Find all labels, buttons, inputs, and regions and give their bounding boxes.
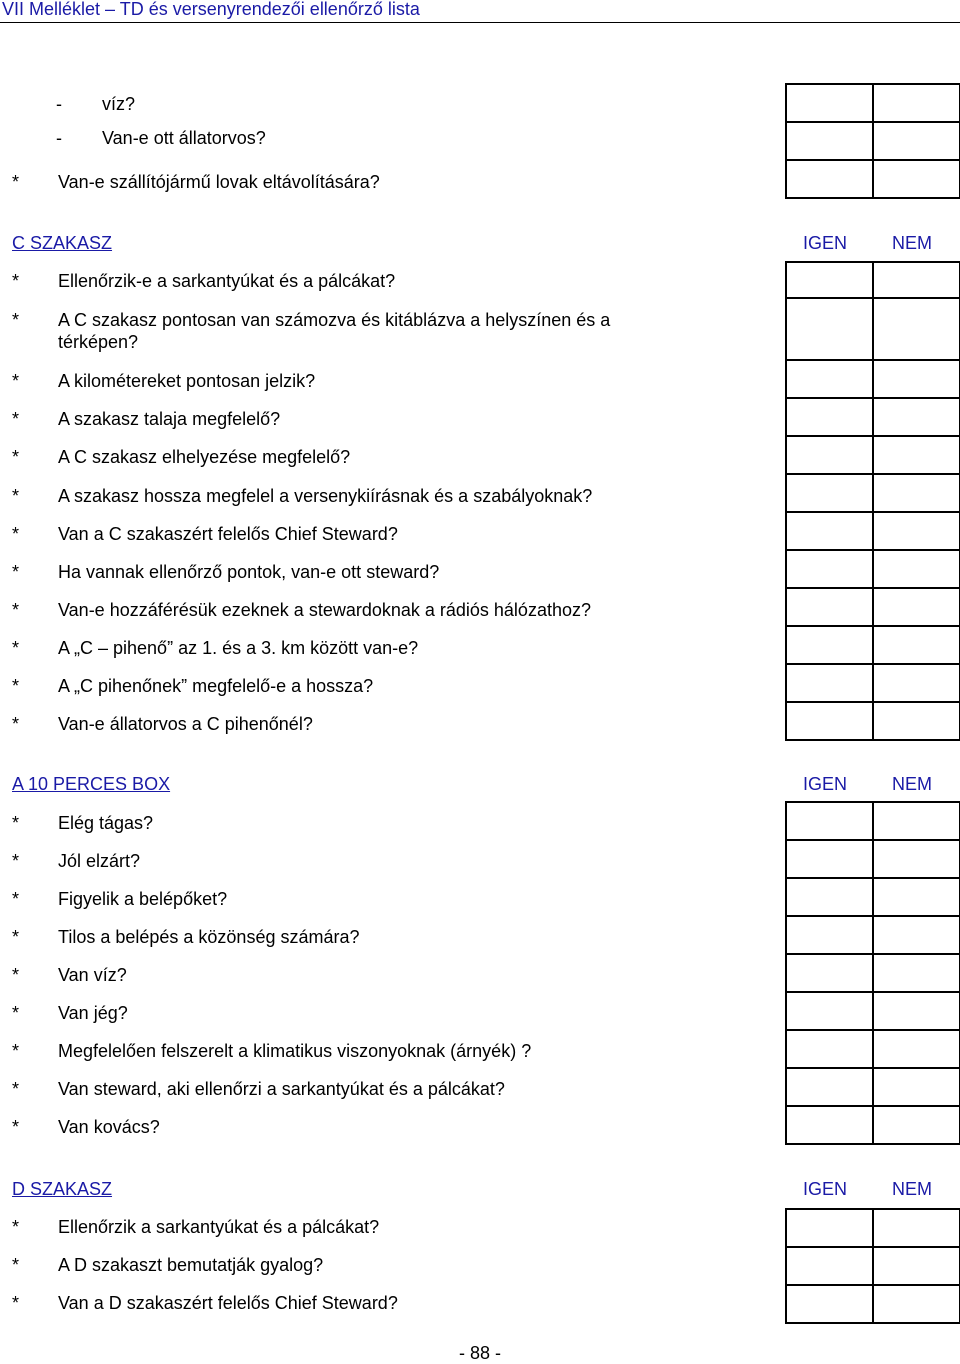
list-item: * Van jég? <box>12 1003 128 1023</box>
section-title: A 10 PERCES BOX <box>12 774 171 794</box>
answer-cell[interactable] <box>787 1031 874 1067</box>
answer-cell[interactable] <box>787 1286 874 1322</box>
answer-cell[interactable] <box>874 513 960 549</box>
answer-cell[interactable] <box>874 361 960 397</box>
column-no: NEM <box>892 233 932 253</box>
answer-cell[interactable] <box>874 1286 960 1322</box>
column-no: NEM <box>892 774 932 794</box>
answer-cell[interactable] <box>787 1248 874 1284</box>
section-title: D SZAKASZ <box>12 1179 113 1199</box>
answer-cell[interactable] <box>874 1248 960 1284</box>
answer-cell[interactable] <box>874 1031 960 1067</box>
list-item: * A szakasz hossza megfelel a versenykiírásnak és a szabályoknak? <box>12 486 593 506</box>
answer-cell[interactable] <box>787 1069 874 1105</box>
list-item: * A kilométereket pontosan jelzik? <box>12 371 316 391</box>
list-item: * Van a C szakaszért felelős Chief Steward? <box>12 524 398 544</box>
list-item: * Tilos a belépés a közönség számára? <box>12 927 360 947</box>
column-yes: IGEN <box>803 1179 848 1199</box>
list-item: - Van-e ott állatorvos? <box>56 128 266 148</box>
answer-cell[interactable] <box>874 1069 960 1105</box>
list-item: - víz? <box>56 94 136 114</box>
list-item: * Van-e szállítójármű lovak eltávolítására? <box>12 172 380 192</box>
list-item: * Elég tágas? <box>12 813 154 833</box>
list-item: * Figyelik a belépőket? <box>12 889 228 909</box>
answer-cell[interactable] <box>874 437 960 473</box>
answer-cell[interactable] <box>787 879 874 915</box>
list-item: * A szakasz talaja megfelelő? <box>12 409 281 429</box>
answer-cell[interactable] <box>787 551 874 587</box>
answer-cell[interactable] <box>874 1210 960 1246</box>
answer-cell[interactable] <box>787 627 874 663</box>
list-item: * Van víz? <box>12 965 127 985</box>
answer-cell[interactable] <box>787 917 874 953</box>
answer-cell[interactable] <box>787 161 874 197</box>
list-item: * A C szakasz pontosan van számozva és kitáblázva a helyszínen és a térképen? <box>12 310 611 352</box>
answer-cell[interactable] <box>874 1107 960 1143</box>
answer-cell[interactable] <box>874 399 960 435</box>
answer-cell[interactable] <box>874 917 960 953</box>
list-item: * Van a D szakaszért felelős Chief Steward? <box>12 1293 398 1313</box>
section-title: C SZAKASZ <box>12 233 113 253</box>
column-yes: IGEN <box>803 233 848 253</box>
answer-cell[interactable] <box>787 361 874 397</box>
answer-cell[interactable] <box>874 161 960 197</box>
answer-cell[interactable] <box>874 263 960 297</box>
answer-cell[interactable] <box>787 513 874 549</box>
answer-cell[interactable] <box>787 803 874 839</box>
list-item: * A „C pihenőnek” megfelelő-e a hossza? <box>12 676 374 696</box>
answer-cell[interactable] <box>787 475 874 511</box>
answer-cell[interactable] <box>787 1210 874 1246</box>
list-item: * Van steward, aki ellenőrzi a sarkantyúkat és a pálcákat? <box>12 1079 505 1099</box>
answer-cell[interactable] <box>874 299 960 359</box>
answer-cell[interactable] <box>787 399 874 435</box>
answer-cell[interactable] <box>874 703 960 739</box>
answer-cell[interactable] <box>874 803 960 839</box>
answer-cell[interactable] <box>874 627 960 663</box>
list-item: * Ellenőrzik-e a sarkantyúkat és a pálcákat? <box>12 271 396 291</box>
column-no: NEM <box>892 1179 932 1199</box>
answer-cell[interactable] <box>874 551 960 587</box>
answer-cell[interactable] <box>787 841 874 877</box>
answer-cell[interactable] <box>874 475 960 511</box>
list-item: * Ha vannak ellenőrző pontok, van-e ott steward? <box>12 562 440 582</box>
answer-cell[interactable] <box>874 955 960 991</box>
list-item: * Ellenőrzik a sarkantyúkat és a pálcákat? <box>12 1217 380 1237</box>
list-item: * Jól elzárt? <box>12 851 141 871</box>
answer-grid-intro <box>785 83 960 199</box>
answer-cell[interactable] <box>787 665 874 701</box>
answer-cell[interactable] <box>787 993 874 1029</box>
answer-cell[interactable] <box>787 955 874 991</box>
answer-cell[interactable] <box>874 85 960 121</box>
list-item: * A C szakasz elhelyezése megfelelő? <box>12 447 351 467</box>
answer-cell[interactable] <box>787 85 874 121</box>
answer-grid-d <box>785 1208 960 1324</box>
answer-cell[interactable] <box>874 589 960 625</box>
column-yes: IGEN <box>803 774 848 794</box>
answer-cell[interactable] <box>787 703 874 739</box>
document-title: VII Melléklet – TD és versenyrendezői ellenőrző lista <box>2 0 420 19</box>
answer-grid-c <box>785 261 960 741</box>
answer-cell[interactable] <box>874 879 960 915</box>
list-item: * A D szakaszt bemutatják gyalog? <box>12 1255 324 1275</box>
list-item: * Megfelelően felszerelt a klimatikus viszonyoknak (árnyék) ? <box>12 1041 532 1061</box>
page-number: - 88 - <box>458 1343 501 1363</box>
answer-cell[interactable] <box>874 123 960 159</box>
answer-cell[interactable] <box>787 299 874 359</box>
page-header <box>0 0 960 23</box>
list-item: * Van-e állatorvos a C pihenőnél? <box>12 714 313 734</box>
answer-cell[interactable] <box>787 123 874 159</box>
answer-cell[interactable] <box>787 263 874 297</box>
list-item: * A „C – pihenő” az 1. és a 3. km között van-e? <box>12 638 419 658</box>
answer-grid-box <box>785 801 960 1145</box>
answer-cell[interactable] <box>874 993 960 1029</box>
answer-cell[interactable] <box>787 589 874 625</box>
answer-cell[interactable] <box>874 665 960 701</box>
list-item: * Van kovács? <box>12 1117 160 1137</box>
list-item: * Van-e hozzáférésük ezeknek a stewardoknak a rádiós hálózathoz? <box>12 600 591 620</box>
answer-cell[interactable] <box>787 1107 874 1143</box>
answer-cell[interactable] <box>874 841 960 877</box>
answer-cell[interactable] <box>787 437 874 473</box>
